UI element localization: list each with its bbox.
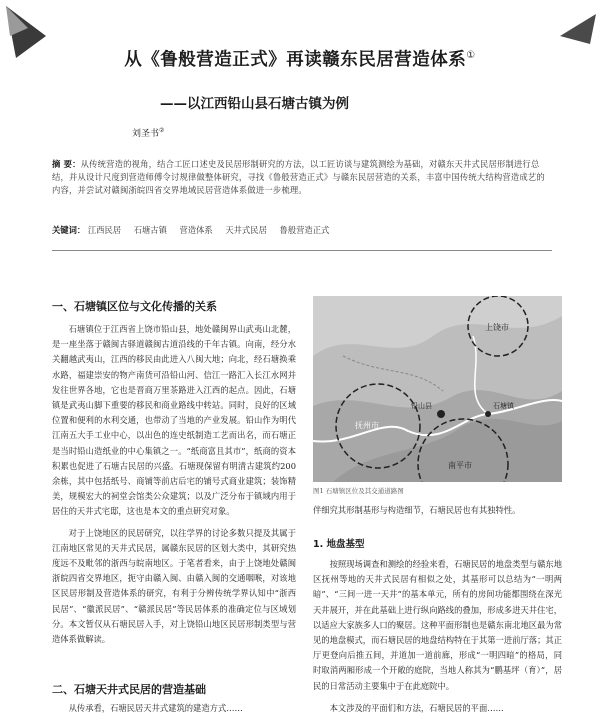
section2-body: 从传承看，石塘民居天井式建筑的建造方式……: [68, 703, 243, 713]
map-label: 铅山县: [411, 402, 432, 410]
keyword: 天井式民居: [225, 225, 267, 235]
abstract-text: 从传统营造的视角，结合工匠口述史及民居形制研究的方法，以工匠访谈与建筑测绘为基础，对赣东天井式民居形制进行总结，并从设计尺度到营造师傅令讨规律做整体研究，寻找《鲁般营造正式》与赣东民居营造的关系，丰富中国传统大结构营造成艺的内容，并尝试对赣闽浙皖四省交界地域民居营造体系做进一步梳理。: [52, 159, 545, 195]
section1-body: [52, 322, 296, 647]
paragraph: 石塘镇位于江西省上饶市铅山县，地处赣闽界山武夷山北麓，是一座坐落于赣闽古驿道赣闽古道沿线的千年古镇。向南，经分水关翻越武夷山，江西的移民由此进入八闽大地；向北，经石塘换乘水路，福建崇安的物产南货可沿铅山河、信江一路汇入长江水网并发往世界各地，它也是晋商万里茶路进入江西的起点。因此，石塘镇是武夷山脚下重要的移民和商业路线中转站。同时，良好的区域位置和便利的水利交通，也带动了当地的产业发展。铅山作为明代江南五大手工业中心，以出色的连史纸制造工艺而出名，而石塘正是当时铅山造纸业的中心集镇之一。“纸商富且其市”，纸商的资本积累也促进了石塘古民居的兴盛。石塘现保留有明清古建筑约200余栋，其中包括纸号、商铺等前店后宅的铺号式商业建筑；装饰精美，规模宏大的祠堂会馆类公众建筑；以及广泛分布于镇域内用于居住的天井式宅邸，这也是本文的重点研究对象。: [52, 324, 296, 517]
article-subtitle: ——以江西铅山县石塘古镇为例: [160, 96, 349, 112]
keywords-label: 关键词：: [52, 225, 86, 235]
article-title: 从《鲁般营造正式》再读赣东民居营造体系①: [124, 50, 476, 70]
abstract: [52, 158, 552, 197]
keywords: [52, 224, 552, 236]
right-col-intro: 伴细究其形制基形与构造细节，石塘民居也有其独特性。: [313, 505, 521, 515]
map-illustration: [313, 296, 562, 482]
keyword: 江西民居: [87, 225, 122, 235]
subsection-heading: 1. 地盘基型: [313, 539, 365, 550]
paragraph: 对于上饶地区的民居研究，以往学界的讨论多数只提及其属于江南地区常见的天井式民居，属赣东民居的区划大类中，其研究热度远不及毗邻的浙西与皖南地区。于笔者看来，由于上饶地处赣闽浙皖四省交界地区，扼守由赣入闽、由赣入闽的交通咽喉，对该地区民居形制及营造体系的研究，有利于分辨传统学界认知中“浙西民居”、“徽派民居”、“赣派民居”等民居体系的准确定位与区域划分。本文暂仅从石塘民居入手，对上饶铅山地区民居形制类型与营造体系做解读。: [52, 527, 296, 645]
divider: [52, 250, 552, 251]
keyword: 营造体系: [179, 225, 213, 235]
corner-ornament-icon: [560, 14, 596, 44]
section-heading-2: 二、石塘天井式民居的营造基础: [52, 683, 206, 696]
section-heading-1: 一、石塘镇区位与文化传播的关系: [52, 300, 217, 313]
figure-caption: 图1 石塘镇区位及其交通道路图: [313, 487, 404, 495]
map-label: 石塘镇: [493, 402, 514, 410]
location-map-figure: [313, 296, 562, 482]
keyword: 石塘古镇: [133, 225, 167, 235]
map-label: 上饶市: [485, 323, 509, 332]
map-label: 抚州市: [355, 421, 379, 430]
keyword: 鲁般营造正式: [279, 225, 330, 235]
abstract-label: 摘 要：: [52, 159, 81, 169]
map-label: 南平市: [448, 461, 472, 470]
subsection-body: 按照现场调查和测绘的经验来看，石塘民居的地盘类型与赣东地区抚州等地的天井式民居有相似之处，其基形可以总结为“一明两暗”、“三间一进一天井”的基本单元，所有的房间功能都围绕在深光天井展开，并在此基础上进行纵向路线的叠加，形成多进天井住宅，以适应大家族多人口的聚居。这种平面形制也是赣东南北地区最为常见的地盘模式，而石塘民居的地盘结构特在于其第一进前厅落；其正厅更登向后推五间，并道加一道前廊，形成“一明四暗”的格局，同时取消两厢形成一个开敞的庭院，当地人称其为“鹏基坪（育）”，居民的日常活动主要集中于在此庭院中。: [313, 559, 562, 691]
author: 刘圣书②: [132, 127, 165, 139]
right-col-continued: 本文涉及的平面们和方法，石塘民居的平面……: [329, 703, 504, 713]
